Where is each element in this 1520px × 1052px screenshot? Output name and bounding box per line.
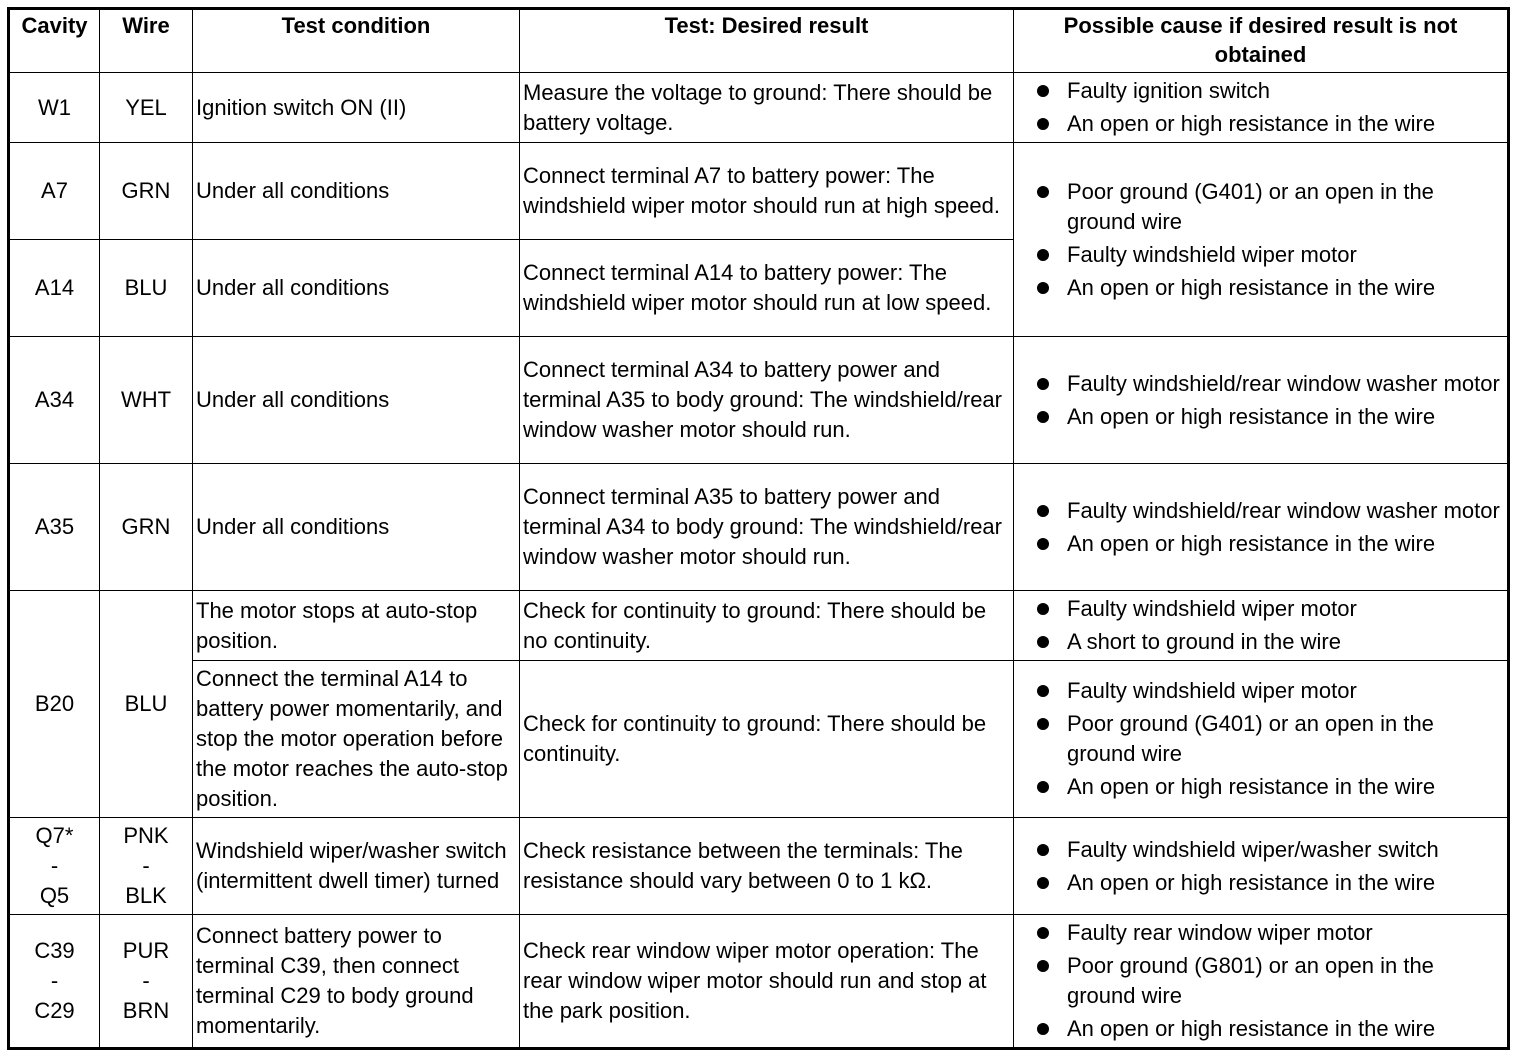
header-desired-result: Test: Desired result bbox=[520, 9, 1014, 73]
cause-item: Faulty windshield wiper motor bbox=[1017, 676, 1504, 706]
table-row bbox=[9, 661, 1509, 818]
bullet-icon bbox=[1037, 927, 1049, 939]
table-row bbox=[9, 143, 1509, 240]
condition-cell: Under all conditions bbox=[193, 464, 520, 591]
wire-cell: GRN bbox=[100, 464, 193, 591]
bullet-icon bbox=[1037, 960, 1049, 972]
bullet-icon bbox=[1037, 636, 1049, 648]
cause-cell bbox=[1014, 73, 1509, 143]
cause-item: Faulty windshield wiper motor bbox=[1017, 240, 1504, 270]
cause-list bbox=[1017, 918, 1504, 1044]
bullet-icon bbox=[1037, 718, 1049, 730]
header-wire: Wire bbox=[100, 9, 193, 73]
cause-item: Faulty windshield/rear window washer motor bbox=[1017, 496, 1504, 526]
condition-cell: Windshield wiper/washer switch (intermittent dwell timer) turned bbox=[193, 818, 520, 915]
cause-item: An open or high resistance in the wire bbox=[1017, 402, 1504, 432]
cause-cell bbox=[1014, 818, 1509, 915]
condition-cell: Connect the terminal A14 to battery power momentarily, and stop the motor operation before the motor reaches the auto-stop position. bbox=[193, 661, 520, 818]
cause-item: Faulty windshield wiper/washer switch bbox=[1017, 835, 1504, 865]
cavity-cell: A35 bbox=[9, 464, 100, 591]
table-row bbox=[9, 464, 1509, 591]
bullet-icon bbox=[1037, 85, 1049, 97]
table-row bbox=[9, 915, 1509, 1049]
condition-cell: The motor stops at auto-stop position. bbox=[193, 591, 520, 661]
condition-cell: Under all conditions bbox=[193, 143, 520, 240]
result-cell: Check rear window wiper motor operation: The rear window wiper motor should run and stop at the park position. bbox=[520, 915, 1014, 1049]
bullet-icon bbox=[1037, 378, 1049, 390]
table-row bbox=[9, 73, 1509, 143]
wiring-test-table bbox=[7, 7, 1510, 1050]
table-row bbox=[9, 818, 1509, 915]
bullet-icon bbox=[1037, 249, 1049, 261]
cavity-cell: W1 bbox=[9, 73, 100, 143]
bullet-icon bbox=[1037, 538, 1049, 550]
wire-cell: YEL bbox=[100, 73, 193, 143]
cause-item: Poor ground (G401) or an open in the ground wire bbox=[1017, 709, 1504, 769]
cause-cell bbox=[1014, 661, 1509, 818]
cause-list bbox=[1017, 835, 1504, 898]
header-possible-cause: Possible cause if desired result is not obtained bbox=[1014, 9, 1509, 73]
bullet-icon bbox=[1037, 1023, 1049, 1035]
cause-cell bbox=[1014, 591, 1509, 661]
cavity-cell: A7 bbox=[9, 143, 100, 240]
result-cell: Connect terminal A14 to battery power: The windshield wiper motor should run at low speed. bbox=[520, 240, 1014, 337]
bullet-icon bbox=[1037, 282, 1049, 294]
cause-item: An open or high resistance in the wire bbox=[1017, 273, 1504, 303]
cavity-cell: A14 bbox=[9, 240, 100, 337]
bullet-icon bbox=[1037, 877, 1049, 889]
cause-item: A short to ground in the wire bbox=[1017, 627, 1504, 657]
cause-list bbox=[1017, 676, 1504, 802]
cause-item: An open or high resistance in the wire bbox=[1017, 772, 1504, 802]
cavity-cell: Q7* - Q5 bbox=[9, 818, 100, 915]
wire-cell: BLU bbox=[100, 591, 193, 818]
result-cell: Check resistance between the terminals: The resistance should vary between 0 to 1 kΩ. bbox=[520, 818, 1014, 915]
bullet-icon bbox=[1037, 781, 1049, 793]
result-cell: Measure the voltage to ground: There should be battery voltage. bbox=[520, 73, 1014, 143]
cause-cell bbox=[1014, 143, 1509, 337]
cavity-cell: B20 bbox=[9, 591, 100, 818]
bullet-icon bbox=[1037, 186, 1049, 198]
cause-cell bbox=[1014, 337, 1509, 464]
cause-item: Faulty windshield wiper motor bbox=[1017, 594, 1504, 624]
cause-list bbox=[1017, 496, 1504, 559]
cause-cell bbox=[1014, 464, 1509, 591]
cause-item: Faulty ignition switch bbox=[1017, 76, 1504, 106]
table-row bbox=[9, 337, 1509, 464]
wire-cell: GRN bbox=[100, 143, 193, 240]
wire-cell: WHT bbox=[100, 337, 193, 464]
condition-cell: Under all conditions bbox=[193, 337, 520, 464]
cavity-cell: A34 bbox=[9, 337, 100, 464]
cause-item: An open or high resistance in the wire bbox=[1017, 1014, 1504, 1044]
bullet-icon bbox=[1037, 411, 1049, 423]
cause-list bbox=[1017, 76, 1504, 139]
bullet-icon bbox=[1037, 118, 1049, 130]
cause-list bbox=[1017, 177, 1504, 303]
result-cell: Check for continuity to ground: There should be continuity. bbox=[520, 661, 1014, 818]
result-cell: Connect terminal A35 to battery power and terminal A34 to body ground: The windshield/rear window washer motor should run. bbox=[520, 464, 1014, 591]
wire-cell: PNK - BLK bbox=[100, 818, 193, 915]
cause-list bbox=[1017, 594, 1504, 657]
cause-cell bbox=[1014, 915, 1509, 1049]
result-cell: Connect terminal A7 to battery power: The windshield wiper motor should run at high speed. bbox=[520, 143, 1014, 240]
table-row bbox=[9, 591, 1509, 661]
bullet-icon bbox=[1037, 603, 1049, 615]
header-test-condition: Test condition bbox=[193, 9, 520, 73]
condition-cell: Ignition switch ON (II) bbox=[193, 73, 520, 143]
cause-item: Faulty rear window wiper motor bbox=[1017, 918, 1504, 948]
wire-cell: PUR - BRN bbox=[100, 915, 193, 1049]
result-cell: Connect terminal A34 to battery power and terminal A35 to body ground: The windshield/rear window washer motor should run. bbox=[520, 337, 1014, 464]
wire-cell: BLU bbox=[100, 240, 193, 337]
condition-cell: Under all conditions bbox=[193, 240, 520, 337]
bullet-icon bbox=[1037, 505, 1049, 517]
cause-item: An open or high resistance in the wire bbox=[1017, 529, 1504, 559]
bullet-icon bbox=[1037, 844, 1049, 856]
header-row bbox=[9, 9, 1509, 73]
cause-item: Faulty windshield/rear window washer motor bbox=[1017, 369, 1504, 399]
cavity-cell: C39 - C29 bbox=[9, 915, 100, 1049]
header-cavity: Cavity bbox=[9, 9, 100, 73]
result-cell: Check for continuity to ground: There should be no continuity. bbox=[520, 591, 1014, 661]
cause-list bbox=[1017, 369, 1504, 432]
cause-item: An open or high resistance in the wire bbox=[1017, 109, 1504, 139]
cause-item: An open or high resistance in the wire bbox=[1017, 868, 1504, 898]
cause-item: Poor ground (G801) or an open in the ground wire bbox=[1017, 951, 1504, 1011]
bullet-icon bbox=[1037, 685, 1049, 697]
cause-item: Poor ground (G401) or an open in the ground wire bbox=[1017, 177, 1504, 237]
condition-cell: Connect battery power to terminal C39, then connect terminal C29 to body ground momentarily. bbox=[193, 915, 520, 1049]
